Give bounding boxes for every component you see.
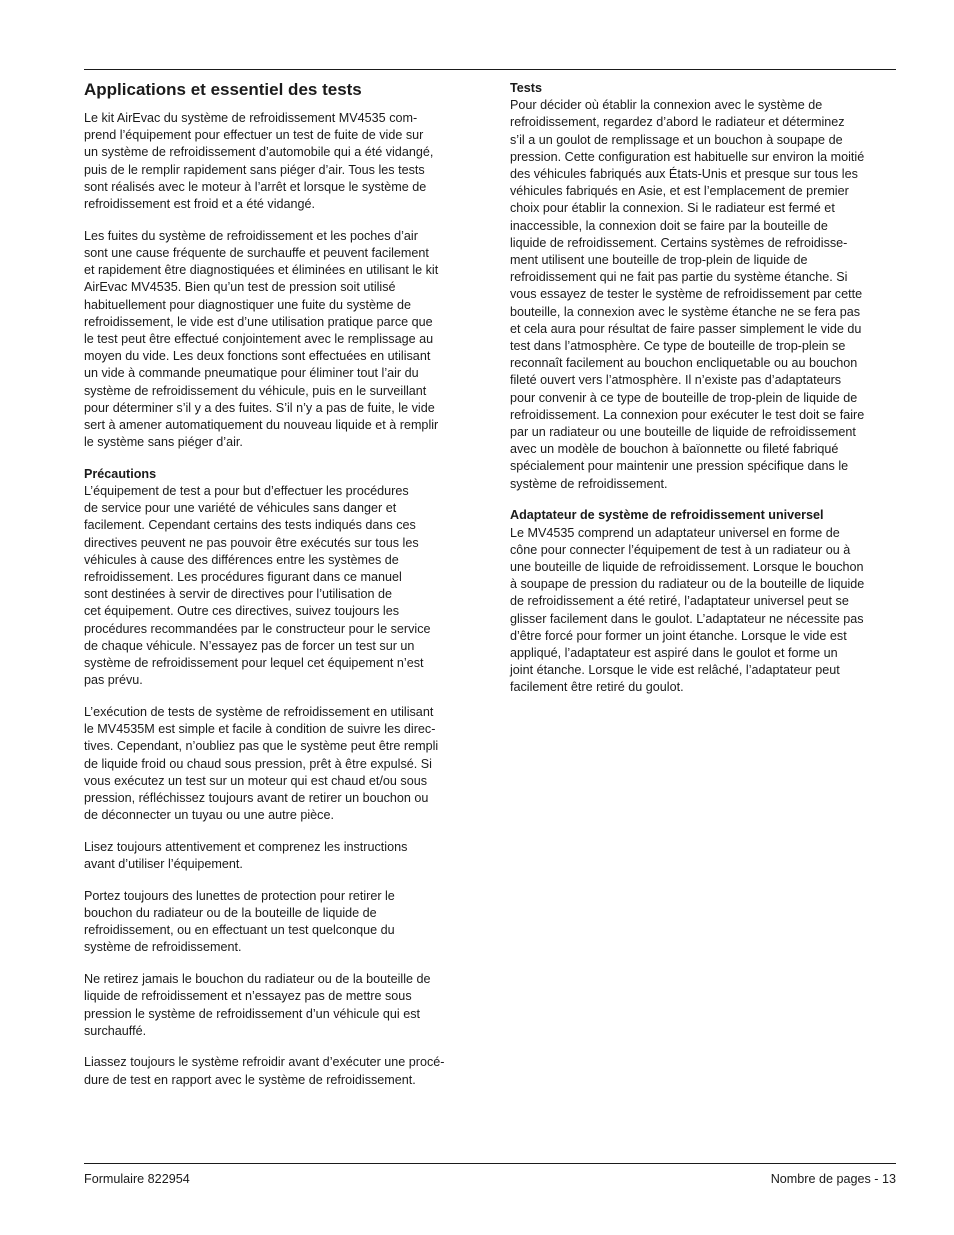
text-line: spécialement pour maintenir une pression spécifique dans le xyxy=(510,459,849,474)
text-line: test dans l’atmosphère. Ce type de bouteille de trop-plein se xyxy=(510,339,846,354)
text-line: avec un modèle de bouchon à baïonnette ou fileté fabriqué xyxy=(510,442,839,457)
paragraph xyxy=(84,839,476,873)
text-line: sont une cause fréquente de surchauffe et peuvent facilement xyxy=(84,245,429,260)
paragraph xyxy=(84,888,476,957)
text-line: refroidissement. La connexion pour exécuter le test doit se faire xyxy=(510,407,865,422)
text-line: système de refroidissement. xyxy=(510,476,668,491)
text-line: Lisez toujours attentivement et comprenez les instructions xyxy=(84,839,408,854)
tests-section xyxy=(510,80,902,493)
text-line: facilement. Cependant certains des tests indiqués dans ces xyxy=(84,518,416,533)
text-line: le test peut être effectué conjointement avec le remplissage au xyxy=(84,331,434,346)
text-line: bouchon du radiateur ou de la bouteille de liquide de xyxy=(84,906,377,921)
text-line: Pour décider où établir la connexion avec le système de xyxy=(510,98,823,113)
text-line: véhicules à cause des différences entre les systèmes de xyxy=(84,552,399,567)
text-line: procédures recommandées par le constructeur pour le service xyxy=(84,621,431,636)
form-number: Formulaire 822954 xyxy=(84,1172,190,1186)
text-line: pression le système de refroidissement d’un véhicule qui est xyxy=(84,1006,421,1021)
text-line: cône pour connecter l’équipement de test à un radiateur ou à xyxy=(510,542,851,557)
text-line: par un radiateur ou une bouteille de liquide de refroidissement xyxy=(510,425,856,440)
text-line: cet équipement. Outre ces directives, suivez toujours les xyxy=(84,604,399,619)
text-line: Le MV4535 comprend un adaptateur universel en forme de xyxy=(510,525,840,540)
text-line: une bouteille de liquide de refroidissement. Lorsque le bouchon xyxy=(510,559,864,574)
text-line: choix pour établir la connexion. Si le radiateur est fermé et xyxy=(510,201,835,216)
precautions-section xyxy=(84,466,476,1089)
text-line: L’équipement de test a pour but d’effectuer les procédures xyxy=(84,484,409,499)
text-line: système de refroidissement pour lequel cet équipement n’est xyxy=(84,656,424,671)
text-line: le système sans piéger d’air. xyxy=(84,435,243,450)
precautions-heading: Précautions xyxy=(84,466,157,481)
text-line: Le kit AirEvac du système de refroidissement MV4535 com- xyxy=(84,111,418,125)
text-line: directives peuvent ne pas pouvoir être exécutés sur tous les xyxy=(84,535,419,550)
text-line: pression, réfléchissez toujours avant de retirer un bouchon ou xyxy=(84,791,429,806)
text-line: liquide de refroidissement et n’essayez pas de mettre sous xyxy=(84,989,412,1004)
text-line: des véhicules fabriqués aux États-Unis et presque sur tous les xyxy=(510,167,858,182)
tests-heading: Tests xyxy=(510,81,542,95)
text-line: refroidissement qui ne fait pas partie du système étanche. Si xyxy=(510,270,848,285)
paragraph xyxy=(84,704,476,824)
text-line: appliqué, l’adaptateur est aspiré dans le goulot et forme un xyxy=(510,646,838,660)
text-line: vous exécutez un test sur un moteur qui est chaud et/ou sous xyxy=(84,773,428,788)
text-line: habituellement pour diagnostiquer une fuite du système de xyxy=(84,297,411,312)
text-line: un vide à commande pneumatique pour éliminer tout l’air du xyxy=(84,366,419,381)
text-line: sert à amener automatiquement du nouveau liquide et à remplir xyxy=(84,417,439,432)
paragraph xyxy=(84,110,476,213)
text-line: de déconnecter un tuyau ou une autre pièce. xyxy=(84,808,334,823)
adapter-heading: Adaptateur de système de refroidissement universel xyxy=(510,508,824,523)
text-line: moyen du vide. Les deux fonctions sont effectuées en utilisant xyxy=(84,349,431,364)
text-line: glisser facilement dans le goulot. L’adaptateur ne nécessite pas xyxy=(510,611,864,626)
text-line: pour convenir à ce type de bouteille de trop-plein de liquide de xyxy=(510,390,858,405)
text-line: Les fuites du système de refroidissement et les poches d’air xyxy=(84,228,418,243)
text-line: refroidissement, regardez d’abord le radiateur et déterminez xyxy=(510,115,845,130)
text-line: joint étanche. Lorsque le vide est relâché, l’adaptateur peut xyxy=(510,663,840,678)
text-line: sont réalisés avec le moteur à l’arrêt et lorsque le système de xyxy=(84,179,427,194)
text-line: vous essayez de tester le système de refroidissement par cette xyxy=(510,287,863,302)
text-line: bouteille, la connexion avec le système étanche ne se fera pas xyxy=(510,304,861,319)
text-line: surchauffé. xyxy=(84,1023,147,1038)
section-title: Applications et essentiel des tests xyxy=(84,80,362,99)
page-count: Nombre de pages - 13 xyxy=(770,1172,896,1186)
text-line: dure de test en rapport avec le système de refroidissement. xyxy=(84,1072,416,1087)
text-line: de service pour une variété de véhicules sans danger et xyxy=(84,501,397,516)
adapter-section xyxy=(510,507,902,696)
intro-section xyxy=(84,110,476,451)
text-line: de chaque véhicule. N’essayez pas de forcer un test sur un xyxy=(84,638,415,653)
text-line: un système de refroidissement d’automobile qui a été vidangé, xyxy=(84,145,434,160)
paragraph xyxy=(84,971,476,1040)
text-line: système de refroidissement. xyxy=(84,940,242,955)
text-line: sont destinées à servir de directives pour l’utilisation de xyxy=(84,587,393,602)
text-line: à soupape de pression du radiateur ou de la bouteille de liquide xyxy=(510,577,865,592)
paragraph xyxy=(84,228,476,452)
text-line: refroidissement. Les procédures figurant dans ce manuel xyxy=(84,570,402,585)
text-line: pour déterminer s’il y a des fuites. S’il n’y a pas de fuite, le vide xyxy=(84,400,435,415)
text-line: puis de le remplir rapidement sans piéger d’air. Tous les tests xyxy=(84,162,425,177)
text-line: Ne retirez jamais le bouchon du radiateur ou de la bouteille de xyxy=(84,972,431,987)
paragraph xyxy=(84,1054,476,1088)
text-line: liquide de refroidissement. Certains systèmes de refroidisse- xyxy=(510,235,848,250)
text-line: facilement être retiré du goulot. xyxy=(510,680,684,695)
text-line: de refroidissement a été retiré, l’adaptateur universel peut se xyxy=(510,594,849,609)
text-line: pas prévu. xyxy=(84,673,143,688)
text-line: de liquide froid ou chaud sous pression, prêt à être expulsé. Si xyxy=(84,756,432,771)
text-line: s’il a un goulot de remplissage et un bouchon à soupape de xyxy=(510,132,843,147)
text-line: ment utilisent une bouteille de trop-plein de liquide de xyxy=(510,253,808,268)
text-line: refroidissement, ou en effectuant un test quelconque du xyxy=(84,923,395,938)
text-line: Liassez toujours le système refroidir avant d’exécuter une procé- xyxy=(84,1055,445,1070)
paragraph xyxy=(84,483,476,689)
text-line: fileté ouvert vers l’atmosphère. Il n’existe pas d’adaptateurs xyxy=(510,373,842,388)
right-column xyxy=(510,80,902,711)
bottom-rule xyxy=(84,1163,896,1164)
text-line: et rapidement être diagnostiquées et éliminées en utilisant le kit xyxy=(84,263,439,278)
text-line: L’exécution de tests de système de refroidissement en utilisant xyxy=(84,705,434,719)
text-line: système de refroidissement du véhicule, puis en le surveillant xyxy=(84,383,427,398)
top-rule xyxy=(84,69,896,70)
text-line: refroidissement est froid et a été vidangé. xyxy=(84,197,316,212)
text-line: d’être forcé pour former un joint étanche. Lorsque le vide est xyxy=(510,628,847,643)
text-line: refroidissement, le vide est d’une utilisation pratique parce que xyxy=(84,314,433,329)
text-line: inaccessible, la connexion doit se faire par la bouteille de xyxy=(510,218,828,233)
text-line: AirEvac MV4535. Bien qu’un test de pression soit utilisé xyxy=(84,280,396,295)
text-line: pression. Cette configuration est habituelle sur environ la moitié xyxy=(510,149,865,164)
text-line: et cela aura pour résultat de faire passer simplement le vide du xyxy=(510,321,862,336)
text-line: reconnaît facilement au bouchon encliquetable ou au bouchon xyxy=(510,356,858,371)
left-column xyxy=(84,79,476,1103)
text-line: Portez toujours des lunettes de protection pour retirer le xyxy=(84,888,395,903)
text-line: tives. Cependant, n’oubliez pas que le système peut être rempli xyxy=(84,739,439,754)
text-line: avant d’utiliser l’équipement. xyxy=(84,857,243,872)
text-line: le MV4535M est simple et facile à condition de suivre les direc- xyxy=(84,722,436,737)
text-line: prend l’équipement pour effectuer un test de fuite de vide sur xyxy=(84,128,424,143)
text-line: véhicules fabriqués en Asie, et est l’emplacement de premier xyxy=(510,184,849,199)
